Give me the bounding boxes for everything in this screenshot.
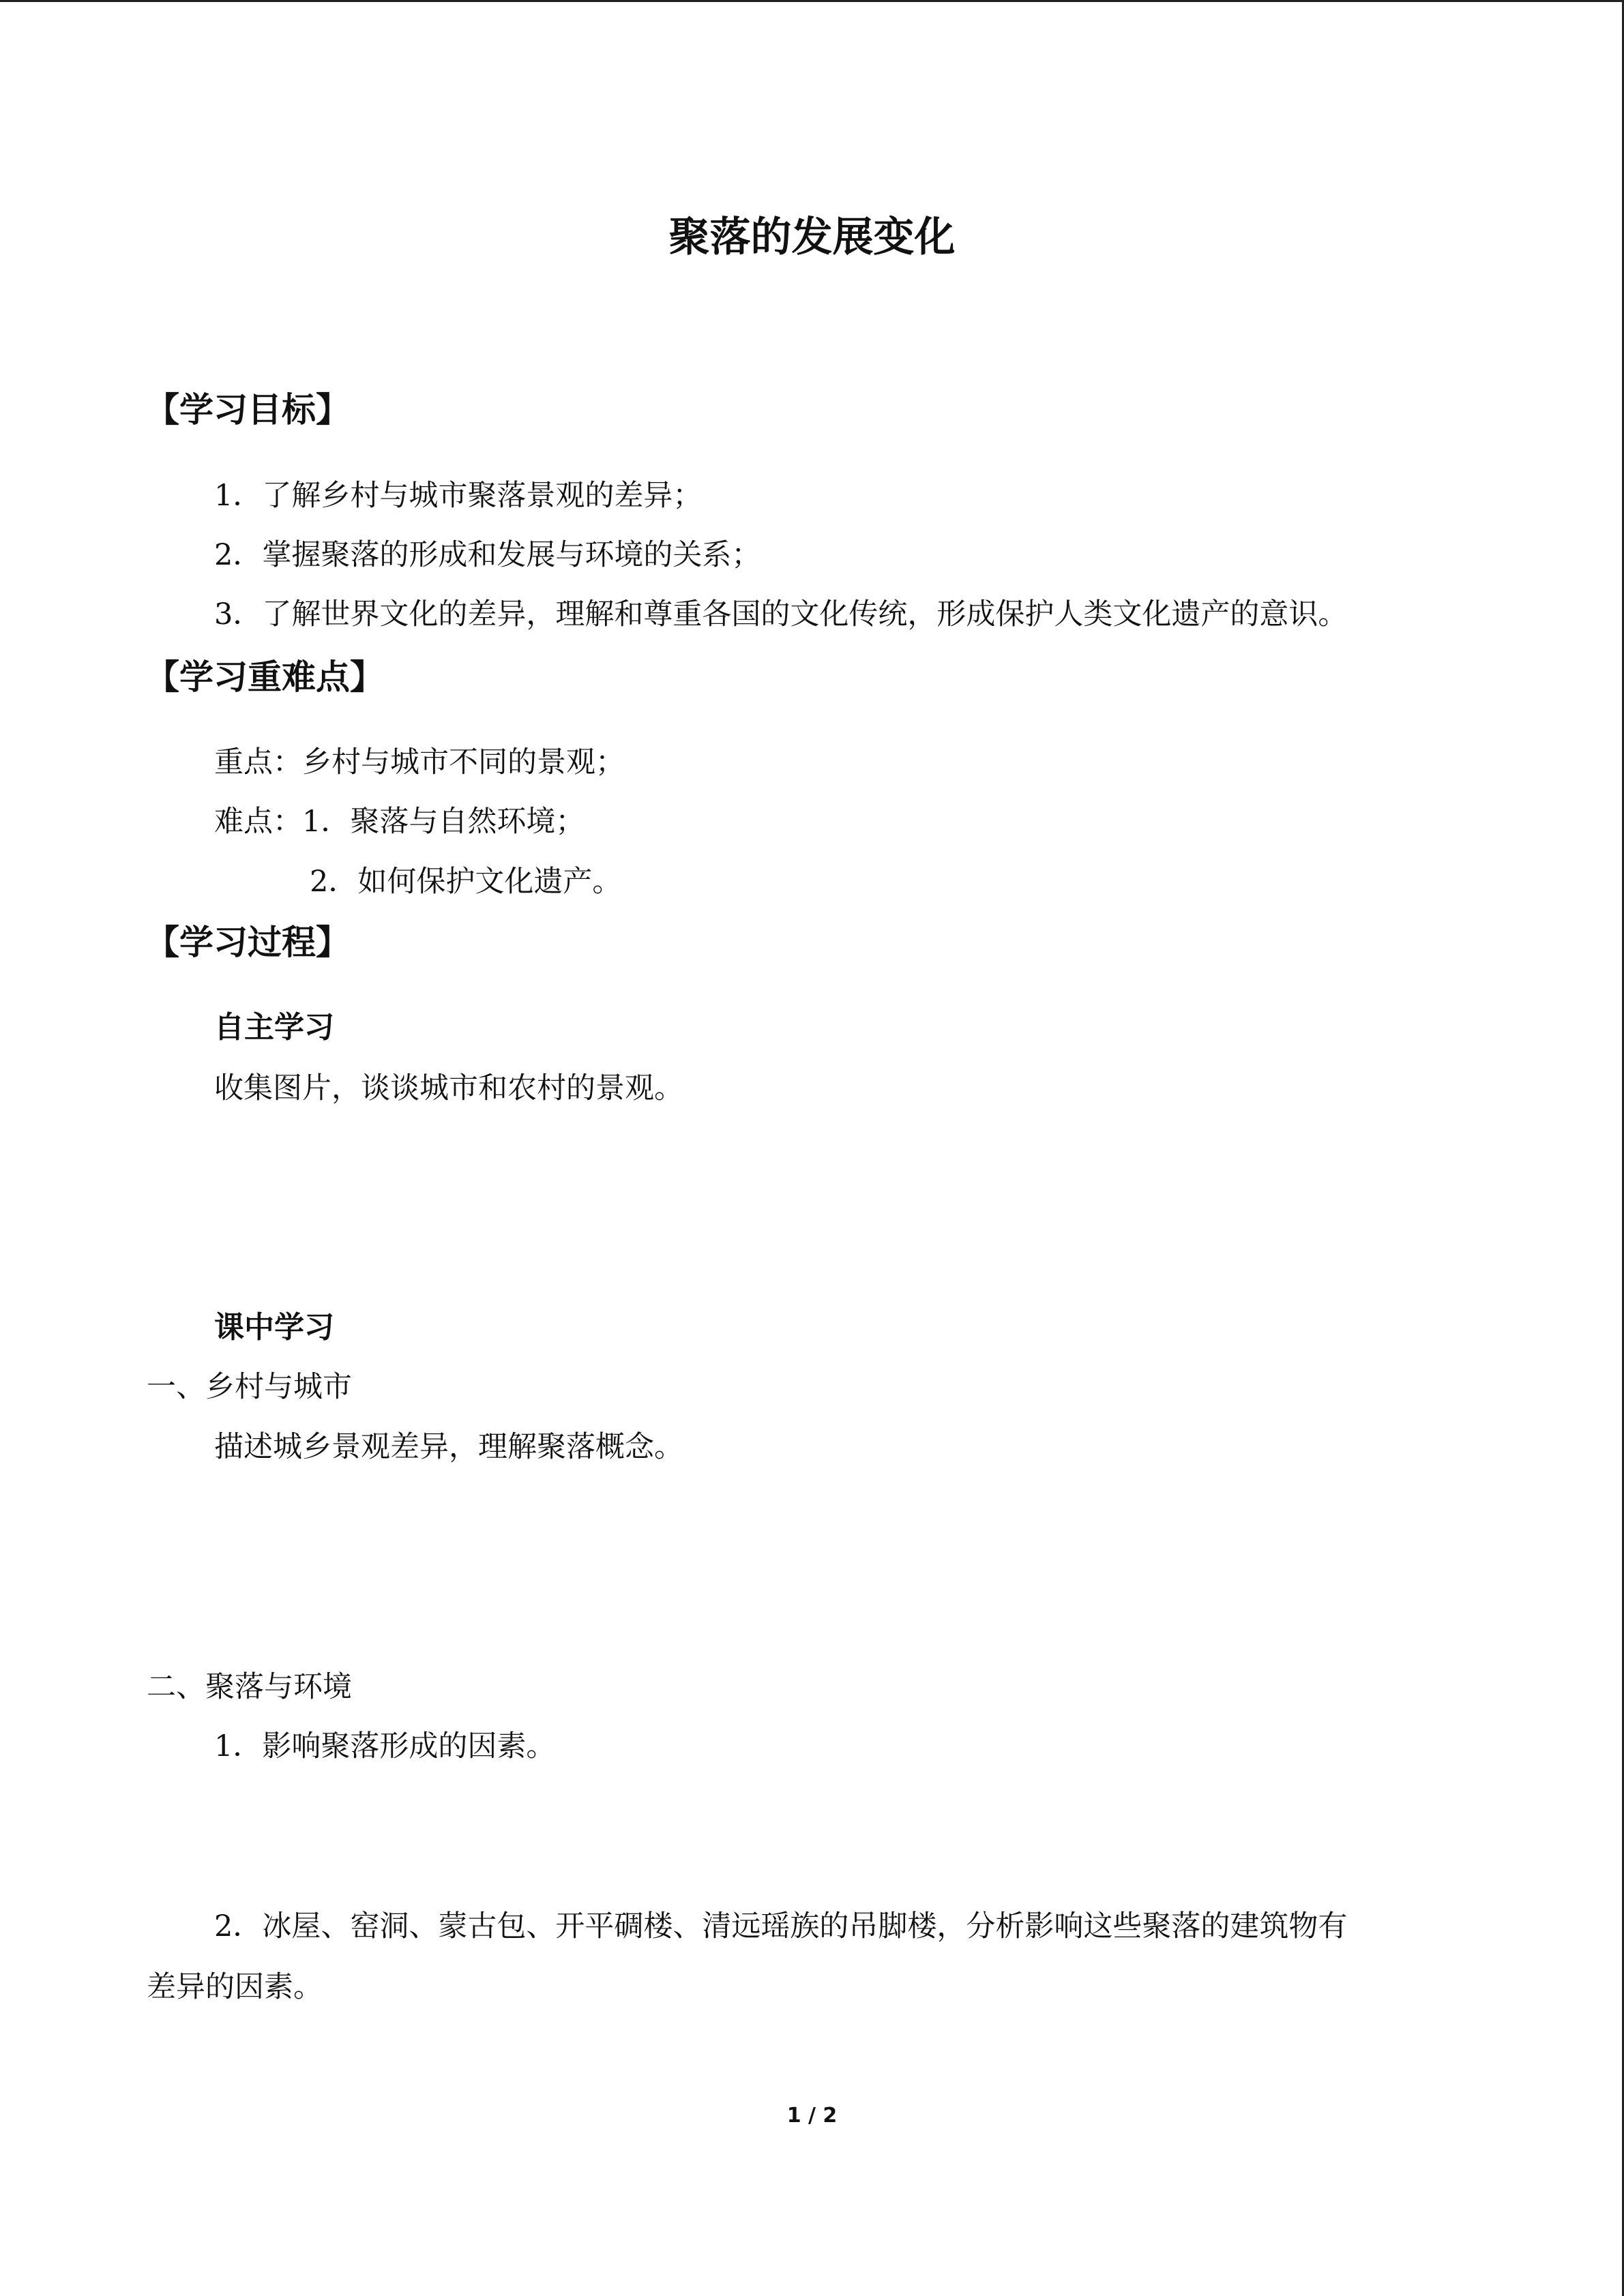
part2-heading: 二、聚落与环境 bbox=[147, 1670, 352, 1704]
self-study-text: 收集图片，谈谈城市和农村的景观。 bbox=[214, 1071, 683, 1105]
process-heading: 【学习过程】 bbox=[145, 923, 350, 962]
part1-heading: 一、乡村与城市 bbox=[147, 1370, 352, 1404]
key-points-heading: 【学习重难点】 bbox=[145, 657, 384, 697]
part2-item-2-line-1: 2．冰屋、窑洞、蒙古包、开平碉楼、清远瑶族的吊脚楼，分析影响这些聚落的建筑物有 bbox=[214, 1909, 1348, 1943]
key-point-difficulty-2: 2．如何保护文化遗产。 bbox=[310, 865, 622, 899]
key-point-difficulty-1: 难点：1．聚落与自然环境； bbox=[214, 805, 585, 839]
part2-item-1: 1．影响聚落形成的因素。 bbox=[214, 1729, 556, 1763]
key-point-focus: 重点：乡村与城市不同的景观； bbox=[214, 745, 625, 779]
objectives-heading: 【学习目标】 bbox=[145, 390, 350, 430]
part2-item-2-line-2: 差异的因素。 bbox=[147, 1970, 323, 2004]
page-number: 1 / 2 bbox=[786, 2104, 838, 2128]
class-study-heading: 课中学习 bbox=[214, 1310, 334, 1345]
objective-item-2: 2．掌握聚落的形成和发展与环境的关系； bbox=[214, 538, 761, 572]
part1-text: 描述城乡景观差异，理解聚落概念。 bbox=[214, 1430, 683, 1464]
self-study-heading: 自主学习 bbox=[214, 1010, 334, 1045]
document-title: 聚落的发展变化 bbox=[668, 213, 956, 261]
objective-item-1: 1．了解乡村与城市聚落景观的差异； bbox=[214, 479, 703, 513]
page-border-top bbox=[0, 0, 1624, 2]
objective-item-3: 3．了解世界文化的差异，理解和尊重各国的文化传统，形成保护人类文化遗产的意识。 bbox=[214, 597, 1348, 631]
